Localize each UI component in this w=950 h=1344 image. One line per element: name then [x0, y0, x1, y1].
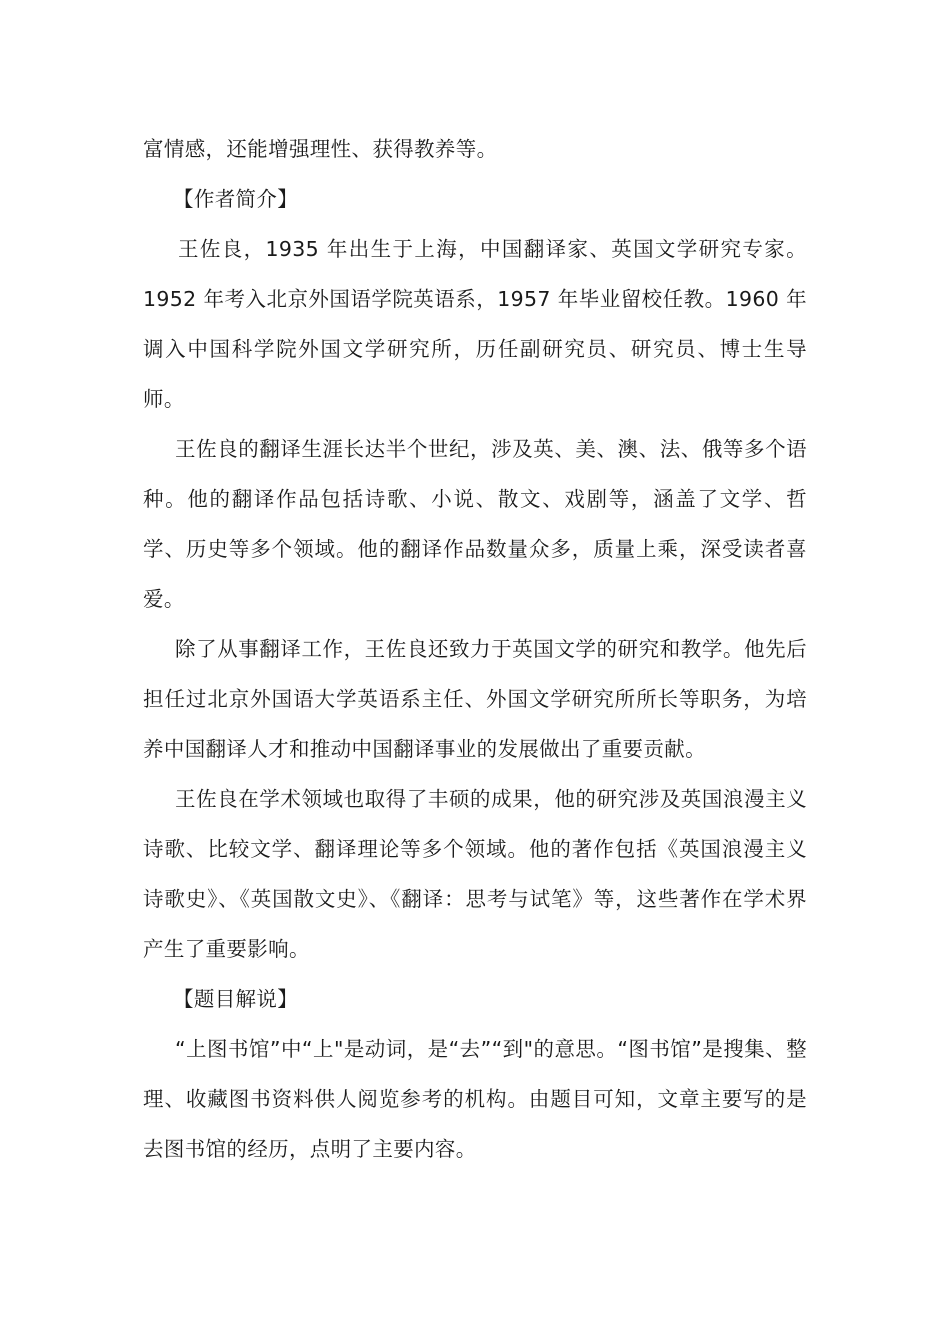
paragraph-academic-works: 王佐良在学术领域也取得了丰硕的成果，他的研究涉及英国浪漫主义诗歌、比较文学、翻译理论等多个领域。他的著作包括《英国浪漫主义诗歌史》、《英国散文史》、《翻译：思考与试笔》等，这些著作在学术界产生了重要影响。 — [143, 787, 807, 961]
paragraph-teaching-research: 除了从事翻译工作，王佐良还致力于英国文学的研究和教学。他先后担任过北京外国语大学英语系主任、外国文学研究所所长等职务，为培养中国翻译人才和推动中国翻译事业的发展做出了重要贡献。 — [143, 637, 807, 761]
paragraph-title-explanation: “上图书馆”中“上"是动词，是“去”“到"的意思。“图书馆”是搜集、整理、收藏图书资料供人阅览参考的机构。由题目可知，文章主要写的是去图书馆的经历，点明了主要内容。 — [143, 1037, 807, 1161]
document-body — [143, 124, 807, 1174]
section-heading-title-explanation: 【题目解说】 — [173, 987, 299, 1011]
paragraph-continuation: 富情感，还能增强理性、获得教养等。 — [143, 137, 498, 161]
paragraph-translation-career: 王佐良的翻译生涯长达半个世纪，涉及英、美、澳、法、俄等多个语种。他的翻译作品包括诗歌、小说、散文、戏剧等，涵盖了文学、哲学、历史等多个领域。他的翻译作品数量众多，质量上乘，深受读者喜爱。 — [143, 437, 807, 611]
paragraph-author-bio: 王佐良，1935 年出生于上海，中国翻译家、英国文学研究专家。1952 年考入北京外国语学院英语系，1957 年毕业留校任教。1960 年调入中国科学院外国文学研究所，历任副研究员、研究员、博士生导师。 — [143, 237, 807, 411]
section-heading-author-intro: 【作者简介】 — [173, 187, 299, 211]
